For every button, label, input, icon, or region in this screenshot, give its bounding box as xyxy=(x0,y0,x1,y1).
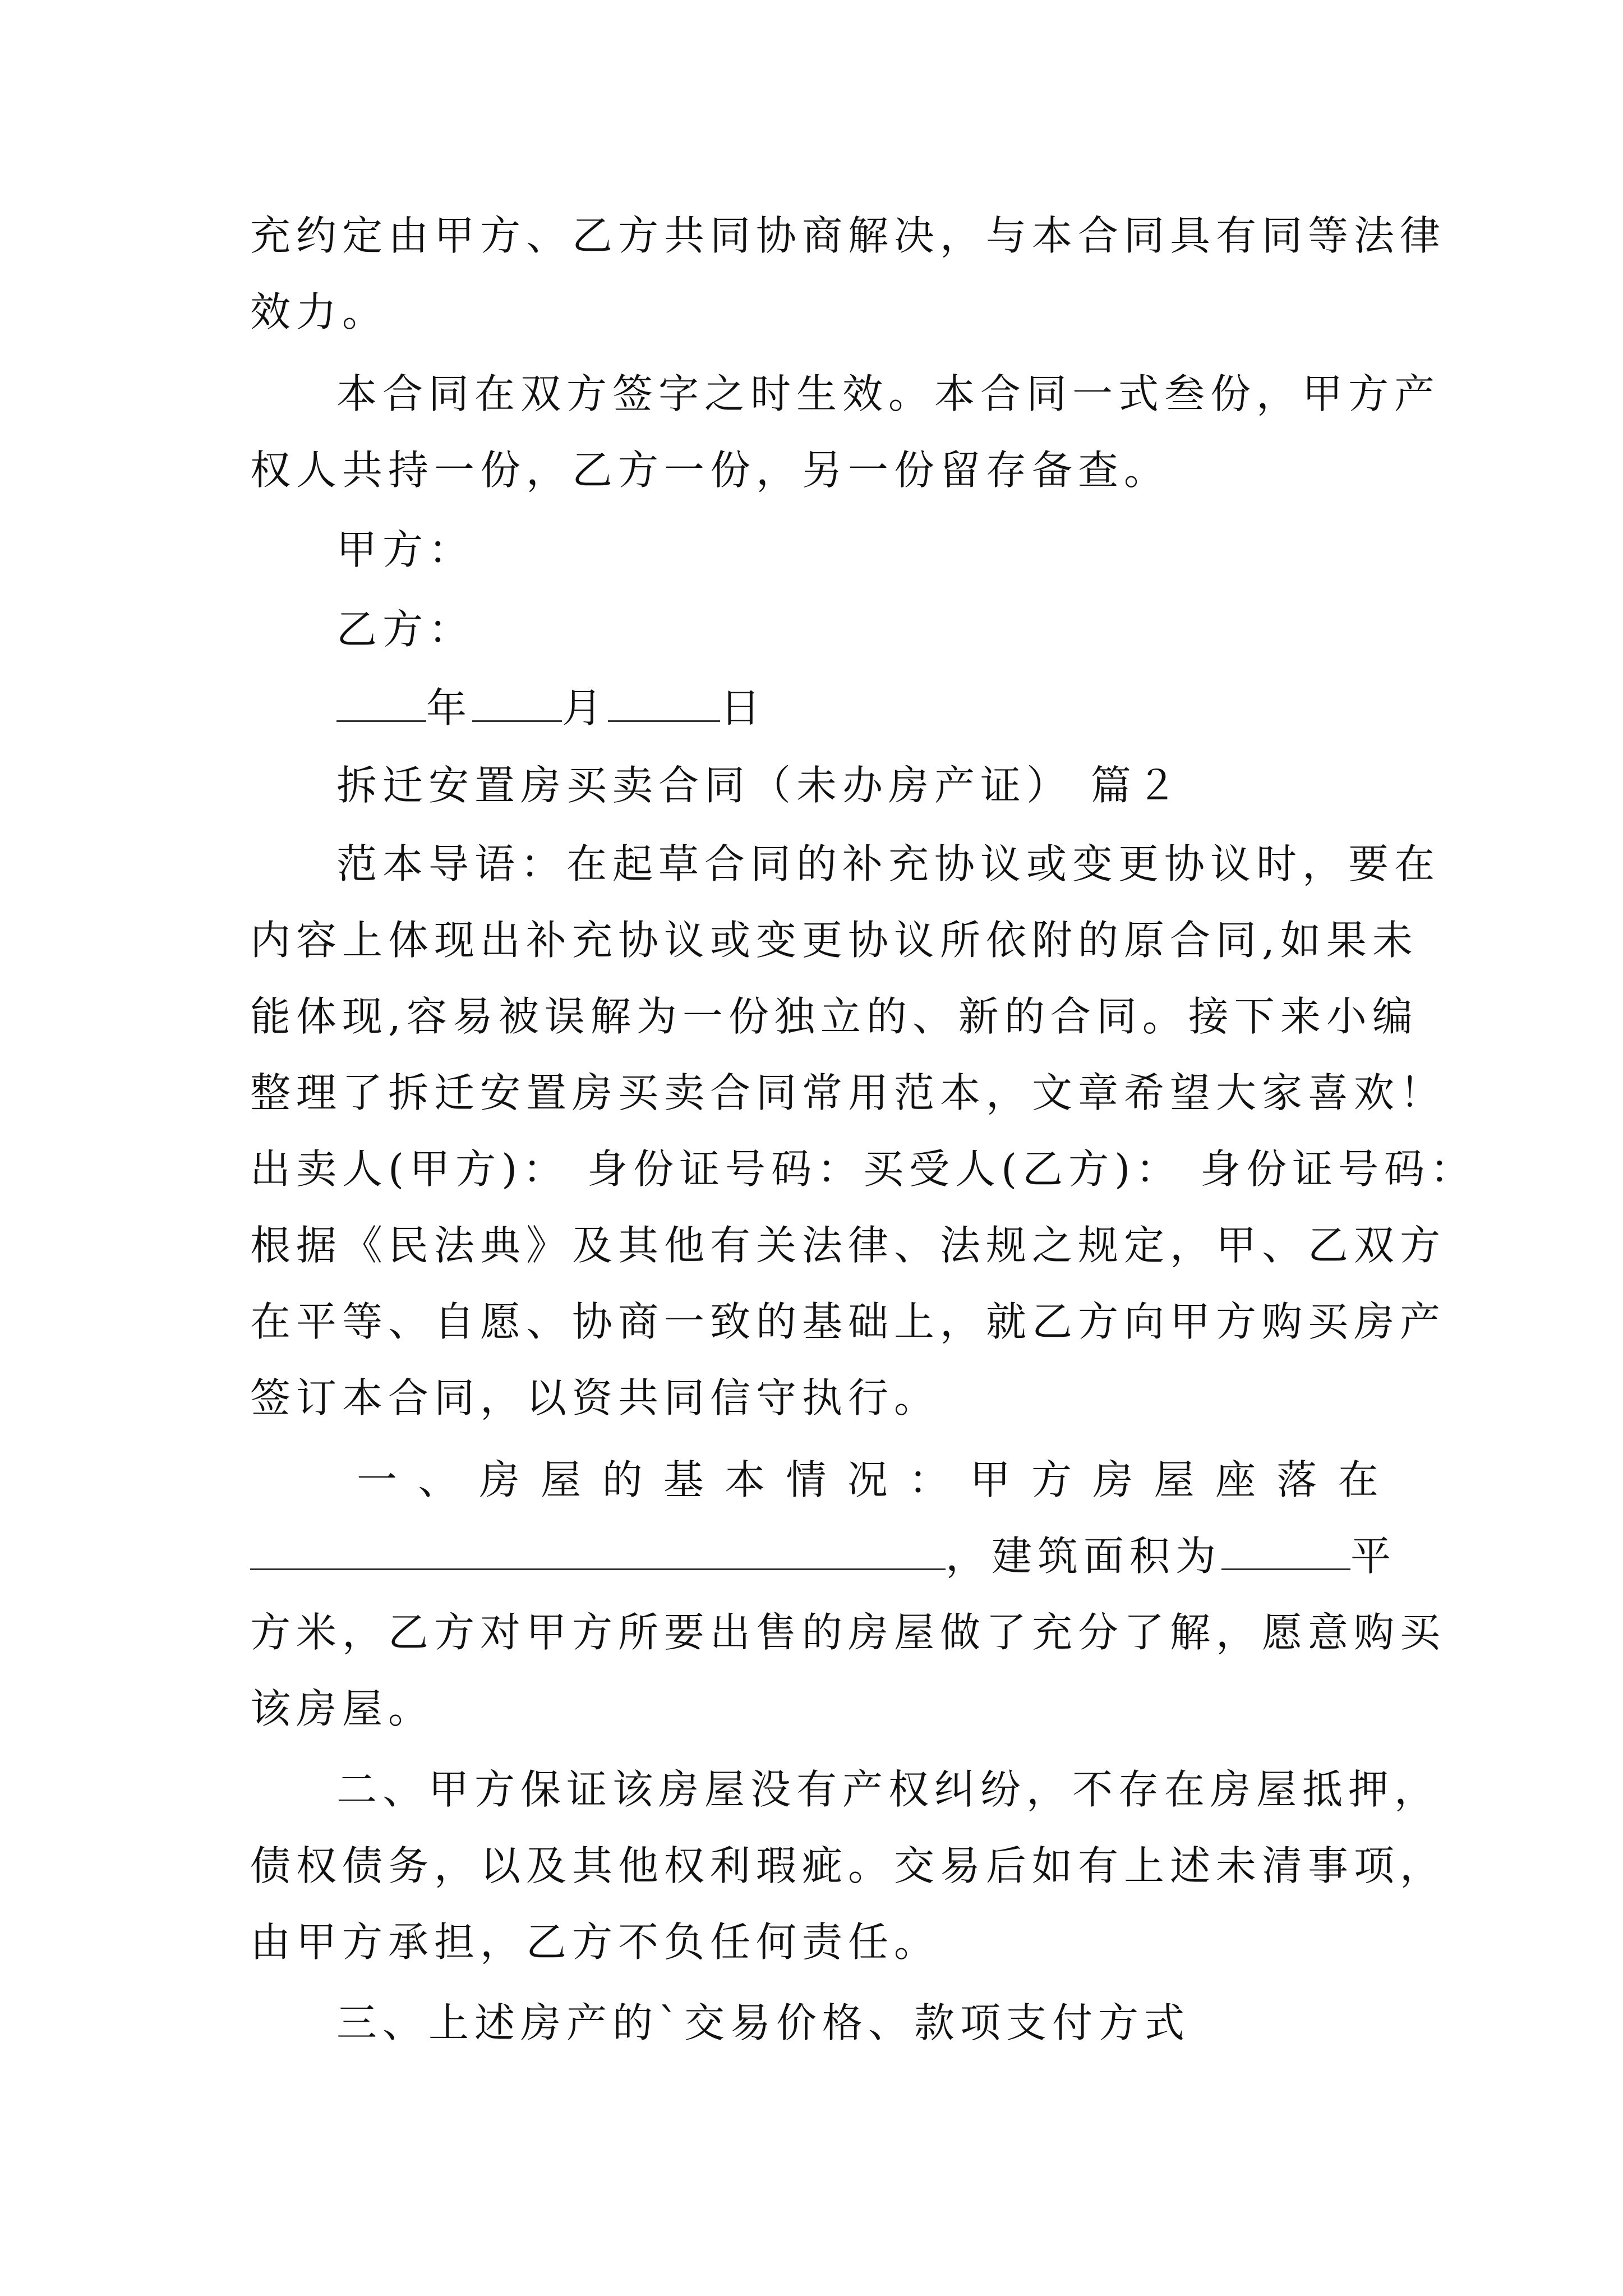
paragraph-line: 二、甲方保证该房屋没有产权纠纷，不存在房屋抵押， xyxy=(336,1766,1441,1813)
spread-char: 屋 xyxy=(541,1456,582,1503)
date-line xyxy=(336,680,766,736)
section-title: 拆迁安置房买卖合同（未办房产证） 篇２ xyxy=(336,762,1183,809)
spread-char: 落 xyxy=(1276,1456,1317,1503)
spread-char: 在 xyxy=(1338,1456,1378,1503)
paragraph-line: 方米，乙方对甲方所要出售的房屋做了充分了解，愿意购买 xyxy=(250,1609,1446,1656)
spread-char: 方 xyxy=(1031,1456,1072,1503)
spread-char: 基 xyxy=(663,1456,704,1503)
address-blank xyxy=(250,1534,946,1570)
paragraph-line: 债权债务，以及其他权利瑕疵。交易后如有上述未清事项， xyxy=(250,1842,1446,1889)
spread-char: 情 xyxy=(786,1456,827,1503)
paragraph-line: 出卖人(甲方)： 身份证号码：买受人(乙方)： 身份证号码： xyxy=(250,1145,1477,1193)
spread-char: 房 xyxy=(1092,1456,1133,1503)
area-blank xyxy=(1221,1534,1350,1570)
paragraph-line: 充约定由甲方、乙方共同协商解决，与本合同具有同等法律 xyxy=(250,212,1446,259)
paragraph-line: 范本导语：在起草合同的补充协议或变更协议时，要在 xyxy=(336,840,1441,887)
paragraph-line: 三、上述房产的`交易价格、款项支付方式 xyxy=(336,1999,1191,2046)
paragraph-line: 在平等、自愿、协商一致的基础上，就乙方向甲方购买房产 xyxy=(250,1298,1446,1345)
spread-char: 屋 xyxy=(1154,1456,1195,1503)
year-label: 年 xyxy=(426,684,473,731)
paragraph-line: 本合同在双方签字之时生效。本合同一式叁份，甲方产 xyxy=(336,370,1441,417)
clause-1-heading xyxy=(250,1452,1378,1508)
month-blank xyxy=(472,685,562,722)
spread-char: 的 xyxy=(602,1456,643,1503)
area-label: ，建筑面积为 xyxy=(946,1533,1222,1580)
paragraph-line: 签订本合同，以资共同信守执行。 xyxy=(250,1374,940,1421)
spread-char: 甲 xyxy=(970,1456,1011,1503)
spread-char: 房 xyxy=(479,1456,520,1503)
month-label: 月 xyxy=(562,684,608,731)
paragraph-line: 权人共持一份，乙方一份，另一份留存备查。 xyxy=(250,447,1170,494)
spread-char: ： xyxy=(909,1456,949,1503)
area-unit: 平 xyxy=(1350,1533,1397,1580)
paragraph-line: 根据《民法典》及其他有关法律、法规之规定，甲、乙双方 xyxy=(250,1222,1446,1269)
spread-char: 、 xyxy=(418,1456,459,1503)
paragraph-line: 内容上体现出补充协议或变更协议所依附的原合同,如果未 xyxy=(250,917,1418,964)
paragraph-line: 整理了拆迁安置房买卖合同常用范本，文章希望大家喜欢！ xyxy=(250,1069,1446,1116)
paragraph-line: 该房屋。 xyxy=(250,1685,435,1732)
area-line xyxy=(250,1528,1396,1584)
spread-char: 一 xyxy=(357,1456,398,1503)
party-a-label: 甲方： xyxy=(336,526,475,573)
spread-char: 本 xyxy=(725,1456,766,1503)
spread-char: 况 xyxy=(847,1456,888,1503)
paragraph-line: 能体现,容易被误解为一份独立的、新的合同。接下来小编 xyxy=(250,993,1418,1040)
year-blank xyxy=(336,685,426,722)
paragraph-line: 效力。 xyxy=(250,288,389,335)
spread-char: 座 xyxy=(1215,1456,1256,1503)
day-label: 日 xyxy=(720,684,767,731)
party-b-label: 乙方： xyxy=(336,606,475,653)
day-blank xyxy=(608,685,720,722)
paragraph-line: 由甲方承担，乙方不负任何责任。 xyxy=(250,1918,940,1966)
